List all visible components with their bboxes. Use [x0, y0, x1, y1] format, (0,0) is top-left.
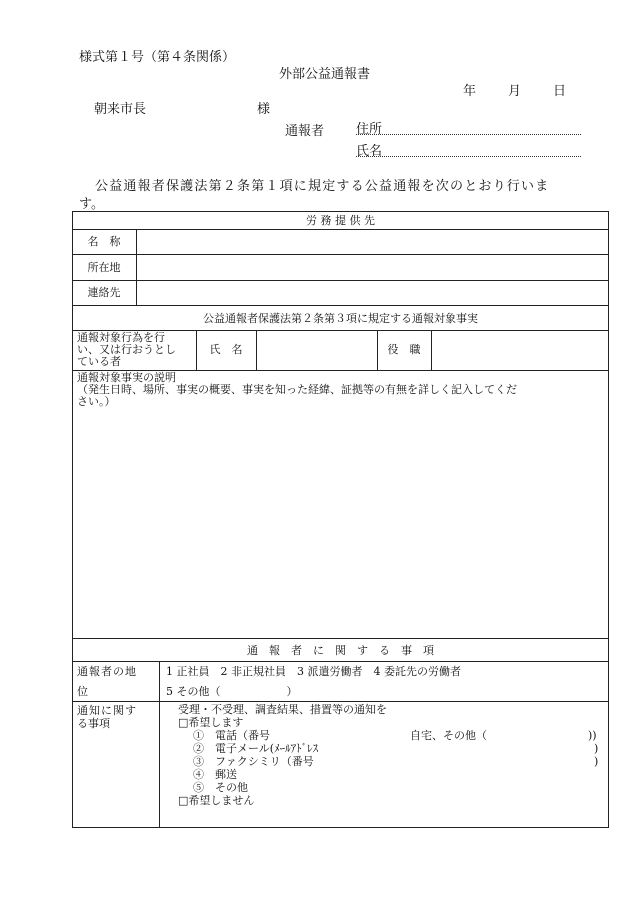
- reporter-name-label: 氏名: [356, 144, 383, 159]
- notification-phone-paren: )): [588, 729, 597, 742]
- reporter-section-header: 通 報 者 に 関 す る 事 項: [247, 644, 434, 657]
- notification-mail[interactable]: ④ 郵送: [193, 768, 237, 781]
- intro-line-2: す。: [79, 197, 104, 212]
- notification-other[interactable]: ⑤ その他: [193, 781, 248, 794]
- notification-email[interactable]: ② 電子メール(ﾒｰﾙｱﾄﾞﾚｽ: [193, 742, 319, 755]
- notification-label-1: 通知に関す: [77, 704, 137, 717]
- form-title: 外部公益通報書: [279, 67, 371, 82]
- reporter-status-label-1: 通報者の地: [77, 665, 137, 678]
- addressee-name: 朝来市長: [94, 102, 147, 117]
- notification-decline-checkbox[interactable]: □希望しません: [178, 794, 255, 807]
- notification-fax[interactable]: ③ ファクシミリ（番号: [193, 755, 314, 768]
- actor-label-line-1: 通報対象行為を行: [77, 331, 165, 344]
- reporter-address-label: 住所: [356, 122, 383, 137]
- actor-position-field[interactable]: [432, 331, 608, 370]
- employer-contact-field[interactable]: [137, 281, 608, 305]
- facts-description-title: 通報対象事実の説明: [77, 371, 176, 384]
- employer-section-header: 労 務 提 供 先: [306, 214, 375, 227]
- form-number: 様式第１号（第４条関係）: [79, 50, 236, 65]
- date-month: 月: [508, 84, 522, 99]
- employer-name-label: 名 称: [87, 235, 121, 248]
- notification-phone-choice: 自宅、その他（: [410, 729, 487, 742]
- date-year: 年: [463, 84, 477, 99]
- notification-email-paren: ): [594, 742, 599, 755]
- reporter-status-options-1[interactable]: 1 正社員 2 非正規社員 3 派遣労働者 4 委託先の労働者: [166, 665, 461, 678]
- actor-name-field[interactable]: [257, 331, 377, 370]
- reporter-name-field[interactable]: [356, 140, 581, 157]
- intro-line-1: 公益通報者保護法第２条第１項に規定する公益通報を次のとおり行いま: [95, 179, 550, 194]
- reporter-status-label-2: 位: [77, 685, 88, 698]
- actor-label-line-3: ている者: [77, 355, 121, 368]
- notification-wish-checkbox[interactable]: □希望します: [178, 716, 244, 729]
- employer-address-field[interactable]: [137, 255, 608, 280]
- date-day: 日: [553, 84, 567, 99]
- notification-label-2: る事項: [77, 717, 110, 730]
- facts-section-header: 公益通報者保護法第２条第３項に規定する通報対象事実: [203, 312, 478, 325]
- employer-address-label: 所在地: [87, 261, 121, 274]
- actor-label-line-2: い、又は行おうとし: [77, 343, 176, 356]
- notification-fax-paren: ): [594, 755, 599, 768]
- reporter-label: 通報者: [285, 124, 325, 139]
- employer-name-field[interactable]: [137, 230, 608, 254]
- notification-phone[interactable]: ① 電話（番号: [193, 729, 270, 742]
- facts-description-note-1: （発生日時、場所、事実の概要、事実を知った経緯、証拠等の有無を詳しく記入してくだ: [77, 383, 517, 396]
- facts-description-note-2: さい。）: [77, 395, 116, 408]
- employer-contact-label: 連絡先: [87, 286, 121, 299]
- reporter-status-options-2[interactable]: 5 その他（ ）: [166, 685, 298, 698]
- facts-description-field[interactable]: [73, 410, 608, 637]
- actor-position-label: 役 職: [387, 343, 421, 356]
- notification-intro: 受理・不受理、調査結果、措置等の通知を: [178, 703, 387, 716]
- addressee-honorific: 様: [257, 102, 271, 117]
- actor-name-label: 氏 名: [209, 343, 243, 356]
- reporter-address-field[interactable]: [356, 118, 581, 135]
